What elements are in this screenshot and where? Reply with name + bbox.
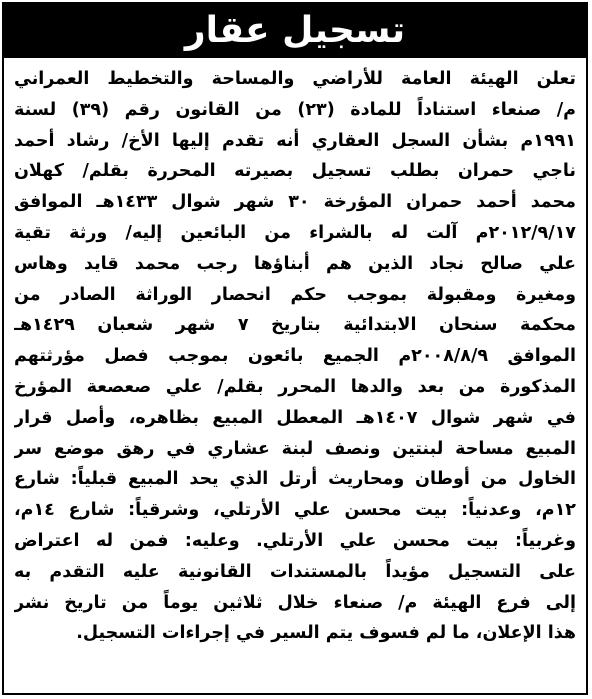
- notice-line: إلى فرع الهيئة م/ صنعاء خلال ثلاثين يوماً من تاريخ نشر: [14, 592, 576, 613]
- notice-line: محمد أحمد حمران المؤرخة ٣٠ شهر شوال ١٤٣٣هـ الموافق: [14, 192, 576, 213]
- notice-header: [4, 4, 586, 58]
- notice-line: على التسجيل مؤيداً بالمستندات القانونية عليه التقدم به: [14, 561, 576, 582]
- notice-line: المبيع مساحة لبنتين ونصف لبنة عشاري في رهق موضع سر: [14, 438, 576, 459]
- notice-line: ٢٠١٢/٩/١٧م آلت له بالشراء من البائعين إليه/ ورثة تقية: [14, 222, 576, 243]
- notice-line: ١٩٩١م بشأن السجل العقاري أنه تقدم إليها الأخ/ رشاد أحمد: [14, 130, 576, 151]
- notice-line: تعلن الهيئة العامة للأراضي والمساحة والتخطيط العمراني: [14, 69, 576, 89]
- notice-line: ومغيرة ومقبولة بموجب حكم انحصار الوراثة الصادر من: [14, 284, 576, 305]
- notice-line: وغربياً: بيت محسن علي الأرتلي. وعليه: فمن له اعتراض: [14, 530, 576, 551]
- notice-line: الموافق ٢٠٠٨/٨/٩م الجميع بائعون بموجب فصل مؤرثتهم: [14, 346, 576, 367]
- notice-line: في شهر شوال ١٤٠٧هـ المعطل المبيع بظاهره، وأصل قرار: [14, 407, 576, 428]
- notice-line: ناجي حمران بطلب تسجيل بصيرته المحررة بقلم/ كهلان: [14, 161, 576, 182]
- notice-line: الخاول من أوطان ومحاريث أرتل الذي يحد المبيع قبلياً: شارع: [14, 469, 576, 490]
- notice-line: ١٢م، وعدنياً: بيت محسن علي الأرتلي، وشرقياً: شارع ١٤م،: [14, 500, 576, 521]
- notice-body: [14, 64, 576, 649]
- notice-line: م/ صنعاء استناداً للمادة (٢٣) من القانون رقم (٣٩) لسنة: [14, 99, 576, 120]
- notice-line: المذكورة من بعد والدها المحرر بقلم/ علي صعصعة المؤرخ: [14, 376, 576, 397]
- notice-frame: [2, 2, 588, 695]
- notice-line: محكمة سنحان الابتدائية بتاريخ ٧ شهر شعبان ١٤٢٩هـ: [14, 315, 576, 336]
- notice-line: علي صالح نجاد الذين هم أبناؤها رجب محمد قايد وهاس: [14, 253, 576, 274]
- notice-line: هذا الإعلان، ما لم فسوف يتم السير في إجراءات التسجيل.: [76, 623, 576, 644]
- notice-title: تسجيل عقار: [184, 10, 406, 51]
